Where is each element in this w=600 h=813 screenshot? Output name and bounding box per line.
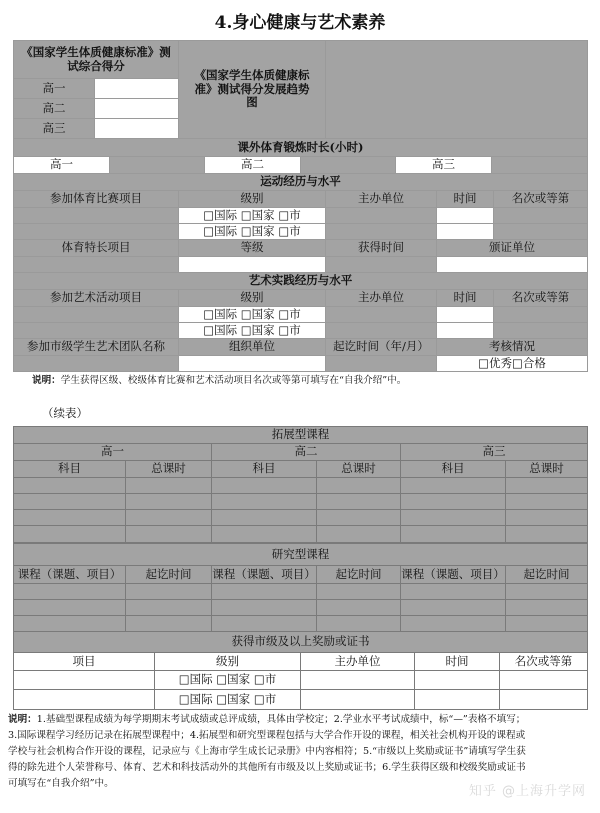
bottom-note-line-4: 得的除先进个人荣誉称号、体育、艺术和科技活动外的其他所有市级及以上奖励或证书；6.学生获得区级和校级奖励或证书 [8,762,526,773]
sports-row-2-time[interactable] [437,224,493,239]
bottom-note-line-2: 3.国际课程学习经历记录在拓展型课程中；4.拓展型和研究型课程包括与大学合作开设的课程，相关社会机构开设的课程或 [8,730,526,741]
sports-row-1-event[interactable] [14,208,178,223]
troupe-col-name: 参加市级学生艺术团队名称 [14,339,178,355]
specialty-col-issuer: 颁证单位 [437,240,587,256]
fitness-score-3[interactable] [95,119,178,138]
sports-row-2-organizer[interactable] [326,224,436,239]
art-row-2-rank[interactable] [494,323,587,338]
expand-row-dividers [400,478,401,543]
research-row-1[interactable] [14,584,587,599]
expand-y2-hours: 总课时 [317,461,400,477]
specialty-row-item[interactable] [14,257,178,272]
award-col-time: 时间 [415,653,499,670]
award-row-1-time[interactable] [415,671,499,689]
research-row-dividers [125,584,126,631]
expand-row-dividers [316,478,317,543]
exercise-hours-header: 课外体育锻炼时长(小时) [14,139,587,156]
art-row-1-activity[interactable] [14,307,178,322]
expand-y1-hours: 总课时 [126,461,211,477]
art-row-2-time[interactable] [437,323,493,338]
sports-col-rank: 名次或等第 [494,191,587,207]
sports-col-event: 参加体育比赛项目 [14,191,178,207]
art-row-1-level[interactable]: □国际 □国家 □市 [179,307,325,322]
troupe-row-organizer[interactable] [179,356,325,371]
specialty-col-item: 体育特长项目 [14,240,178,256]
bottom-note-label: 说明： [8,714,37,725]
exercise-hours-1[interactable] [110,157,204,173]
fitness-score-header: 《国家学生体质健康标准》测试综合得分 [14,41,178,78]
sports-row-2-event[interactable] [14,224,178,239]
art-col-rank: 名次或等第 [494,290,587,306]
fitness-year-3: 高三 [14,119,94,138]
expand-year-1: 高一 [14,444,211,460]
award-row-1-organizer[interactable] [301,671,414,689]
expand-y3-subject: 科目 [401,461,505,477]
expand-y2-subject: 科目 [212,461,316,477]
research-row-dividers [400,584,401,631]
expand-header: 拓展型课程 [14,427,587,443]
expand-y3-hours: 总课时 [506,461,587,477]
fitness-trend-chart [326,41,587,138]
bottom-note-line-1 [8,712,594,728]
bottom-note-line-5: 可填写在“自我介绍”中。 [8,778,114,789]
sports-row-2-rank[interactable] [494,224,587,239]
health-arts-table [13,40,588,372]
research-row-dividers [316,584,317,631]
art-row-2-activity[interactable] [14,323,178,338]
specialty-row-date[interactable] [326,257,436,272]
fitness-score-2[interactable] [95,99,178,118]
specialty-col-grade: 等级 [179,240,325,256]
research-y2-period: 起讫时间 [317,566,400,583]
award-row-2-time[interactable] [415,690,499,709]
art-header: 艺术实践经历与水平 [14,273,587,289]
award-col-rank: 名次或等第 [500,653,587,670]
award-col-organizer: 主办单位 [301,653,414,670]
sports-row-1-rank[interactable] [494,208,587,223]
art-col-activity: 参加艺术活动项目 [14,290,178,306]
sports-row-1-organizer[interactable] [326,208,436,223]
research-y3-course: 课程（课题、项目） [401,566,505,583]
award-col-item: 项目 [14,653,154,670]
award-header: 获得市级及以上奖励或证书 [14,632,587,652]
sports-row-1-level[interactable]: □国际 □国家 □市 [179,208,325,223]
sports-row-1-time[interactable] [437,208,493,223]
sports-row-2-level[interactable]: □国际 □国家 □市 [179,224,325,239]
specialty-row-issuer[interactable] [437,257,587,272]
expand-rows [13,477,588,544]
troupe-col-assessment: 考核情况 [437,339,587,355]
award-row-2-item[interactable] [14,690,154,709]
research-header: 研究型课程 [14,544,587,565]
art-col-level: 级别 [179,290,325,306]
page-title: 4.身心健康与艺术素养 [214,13,386,33]
expand-row-dividers [125,478,126,543]
expand-y1-subject: 科目 [14,461,125,477]
exercise-hours-2[interactable] [301,157,395,173]
troupe-col-period: 起讫时间（年/月） [326,339,436,355]
expand-year-2: 高二 [212,444,400,460]
expand-row-dividers [211,478,212,543]
fitness-year-1: 高一 [14,79,94,98]
research-row-dividers [505,584,506,631]
award-row-1-rank[interactable] [500,671,587,689]
award-row-2-level[interactable]: □国际 □国家 □市 [155,690,300,709]
art-row-1-time[interactable] [437,307,493,322]
troupe-col-organizer: 组织单位 [179,339,325,355]
expand-row-1[interactable] [14,478,587,493]
watermark: 知乎 @上海升学网 [468,784,586,799]
research-y1-period: 起讫时间 [126,566,211,583]
sports-col-organizer: 主办单位 [326,191,436,207]
sports-col-level: 级别 [179,191,325,207]
fitness-trend-header: 《国家学生体质健康标准》测试得分发展趋势图 [179,41,325,138]
continued-label: （续表） [42,406,88,420]
fitness-year-2: 高二 [14,99,94,118]
exercise-hours-3[interactable] [492,157,587,173]
specialty-col-date: 获得时间 [326,240,436,256]
exercise-year-1: 高一 [14,157,109,173]
table1-note [32,373,406,389]
fitness-score-1[interactable] [95,79,178,98]
art-row-2-level[interactable]: □国际 □国家 □市 [179,323,325,338]
research-y3-period: 起讫时间 [506,566,587,583]
expand-row-dividers [505,478,506,543]
expand-row-3[interactable] [14,510,587,525]
sports-col-time: 时间 [437,191,493,207]
table1-note-label: 说明： [32,375,61,386]
table1-note-text: 学生获得区级、校级体育比赛和艺术活动项目名次或等第可填写在“自我介绍”中。 [60,375,407,386]
bottom-note-line-3: 学校与社会机构合作开设的课程，记录应与《上海市学生成长记录册》中内容相符；5.“市级以上奖励或证书”请填写学生获 [8,746,526,757]
expand-row-2[interactable] [14,494,587,509]
sports-header: 运动经历与水平 [14,174,587,190]
award-row-2-organizer[interactable] [301,690,414,709]
troupe-row-name[interactable] [14,356,178,371]
troupe-row-assessment[interactable]: □优秀□合格 [437,356,587,371]
research-y1-course: 课程（课题、项目） [14,566,125,583]
art-row-1-organizer[interactable] [326,307,436,322]
troupe-row-period[interactable] [326,356,436,371]
award-col-level: 级别 [155,653,300,670]
expand-year-3: 高三 [401,444,587,460]
research-row-dividers [211,584,212,631]
expand-row-4[interactable] [14,526,587,542]
award-row-1-level[interactable]: □国际 □国家 □市 [155,671,300,689]
specialty-row-grade[interactable] [179,257,325,272]
art-row-2-organizer[interactable] [326,323,436,338]
bottom-note-text-1: 1.基础型课程成绩为每学期期末考试成绩或总评成绩，具体由学校定；2.学业水平考试成绩中，标“—”表格不填写； [36,714,526,725]
award-row-1-item[interactable] [14,671,154,689]
research-row-2[interactable] [14,600,587,615]
exercise-year-3: 高三 [396,157,491,173]
art-row-1-rank[interactable] [494,307,587,322]
research-row-3[interactable] [14,616,587,631]
award-row-2-rank[interactable] [500,690,587,709]
art-col-organizer: 主办单位 [326,290,436,306]
courses-awards-table [13,426,588,710]
exercise-year-2: 高二 [205,157,300,173]
art-col-time: 时间 [437,290,493,306]
research-y2-course: 课程（课题、项目） [212,566,316,583]
